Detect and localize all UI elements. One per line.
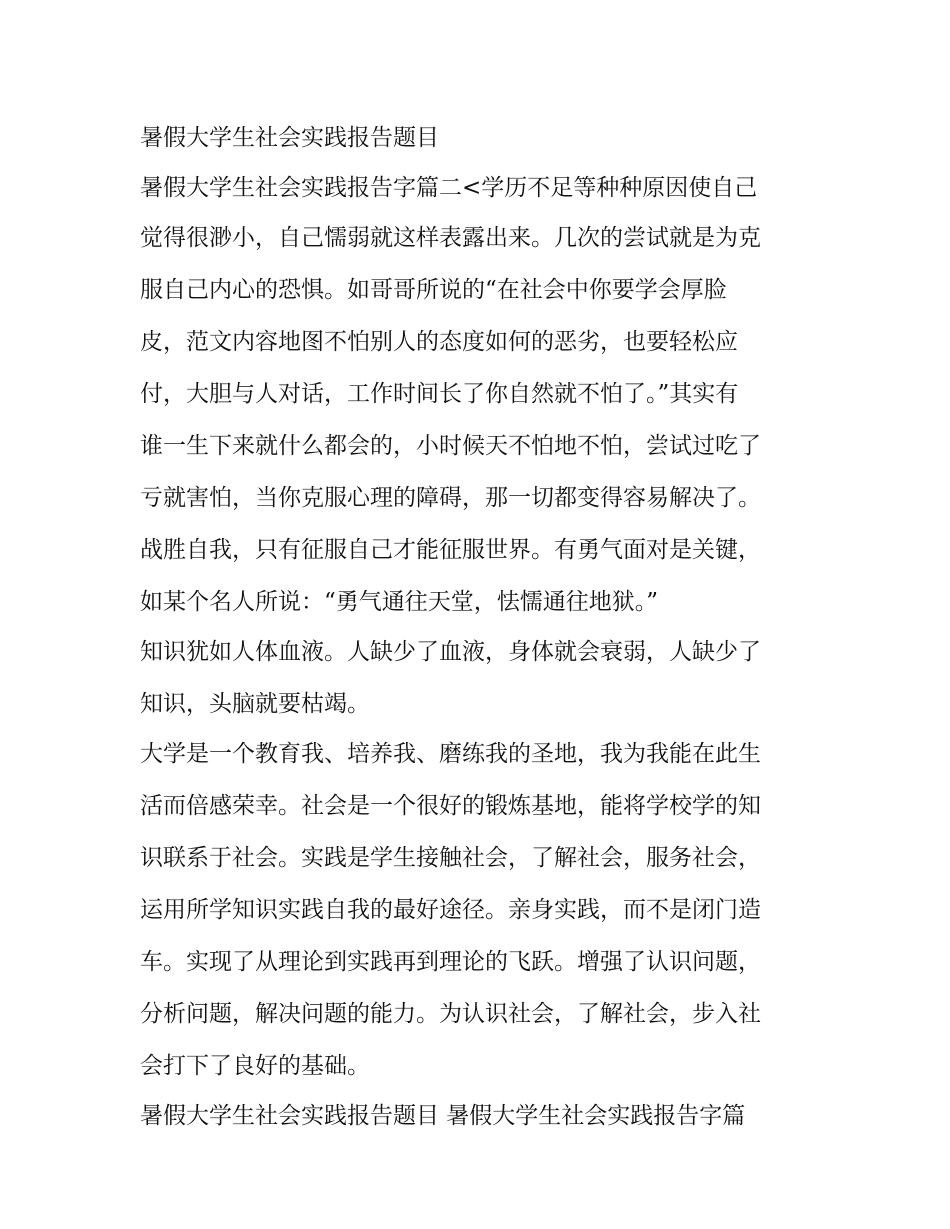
document-body bbox=[140, 112, 820, 1142]
text-line: 暑假大学生社会实践报告字篇二<学历不足等种种原因使自己 bbox=[140, 175, 758, 201]
text-line: 亏就害怕，当你克服心理的障碍，那一切都变得容易解决了。 bbox=[140, 485, 761, 511]
text-line: 车。实现了从理论到实践再到理论的飞跃。增强了认识问题， bbox=[140, 949, 761, 975]
text-line: 如某个名人所说：“勇气通往天堂，怯懦通往地狱。” bbox=[140, 589, 659, 615]
text-line: 知识犹如人体血液。人缺少了血液，身体就会衰弱，人缺少了 bbox=[140, 639, 761, 665]
text-line: 觉得很渺小，自己懦弱就这样表露出来。几次的尝试就是为克 bbox=[140, 225, 761, 251]
text-line: 会打下了良好的基础。 bbox=[140, 1053, 370, 1079]
text-line: 战胜自我，只有征服自己才能征服世界。有勇气面对是关键， bbox=[140, 537, 761, 563]
text-line: 分析问题，解决问题的能力。为认识社会，了解社会，步入社 bbox=[140, 1001, 761, 1027]
text-line: 服自己内心的恐惧。如哥哥所说的“在社会中你要学会厚脸 bbox=[140, 277, 727, 303]
text-line: 活而倍感荣幸。社会是一个很好的锻炼基地，能将学校学的知 bbox=[140, 793, 761, 819]
text-line: 皮，范文内容地图不怕别人的态度如何的恶劣，也要轻松应 bbox=[140, 329, 738, 355]
document-title: 暑假大学生社会实践报告题目 bbox=[140, 125, 439, 151]
text-line: 运用所学知识实践自我的最好途径。亲身实践，而不是闭门造 bbox=[140, 897, 761, 923]
text-line: 谁一生下来就什么都会的，小时候天不怕地不怕，尝试过吃了 bbox=[140, 433, 761, 459]
text-line: 知识，头脑就要枯竭。 bbox=[140, 691, 370, 717]
text-line: 付，大胆与人对话，工作时间长了你自然就不怕了。”其实有 bbox=[140, 381, 739, 407]
text-line: 大学是一个教育我、培养我、磨练我的圣地，我为我能在此生 bbox=[140, 741, 761, 767]
text-line: 识联系于社会。实践是学生接触社会，了解社会，服务社会， bbox=[140, 845, 761, 871]
text-line: 暑假大学生社会实践报告题目 暑假大学生社会实践报告字篇 bbox=[140, 1103, 746, 1129]
